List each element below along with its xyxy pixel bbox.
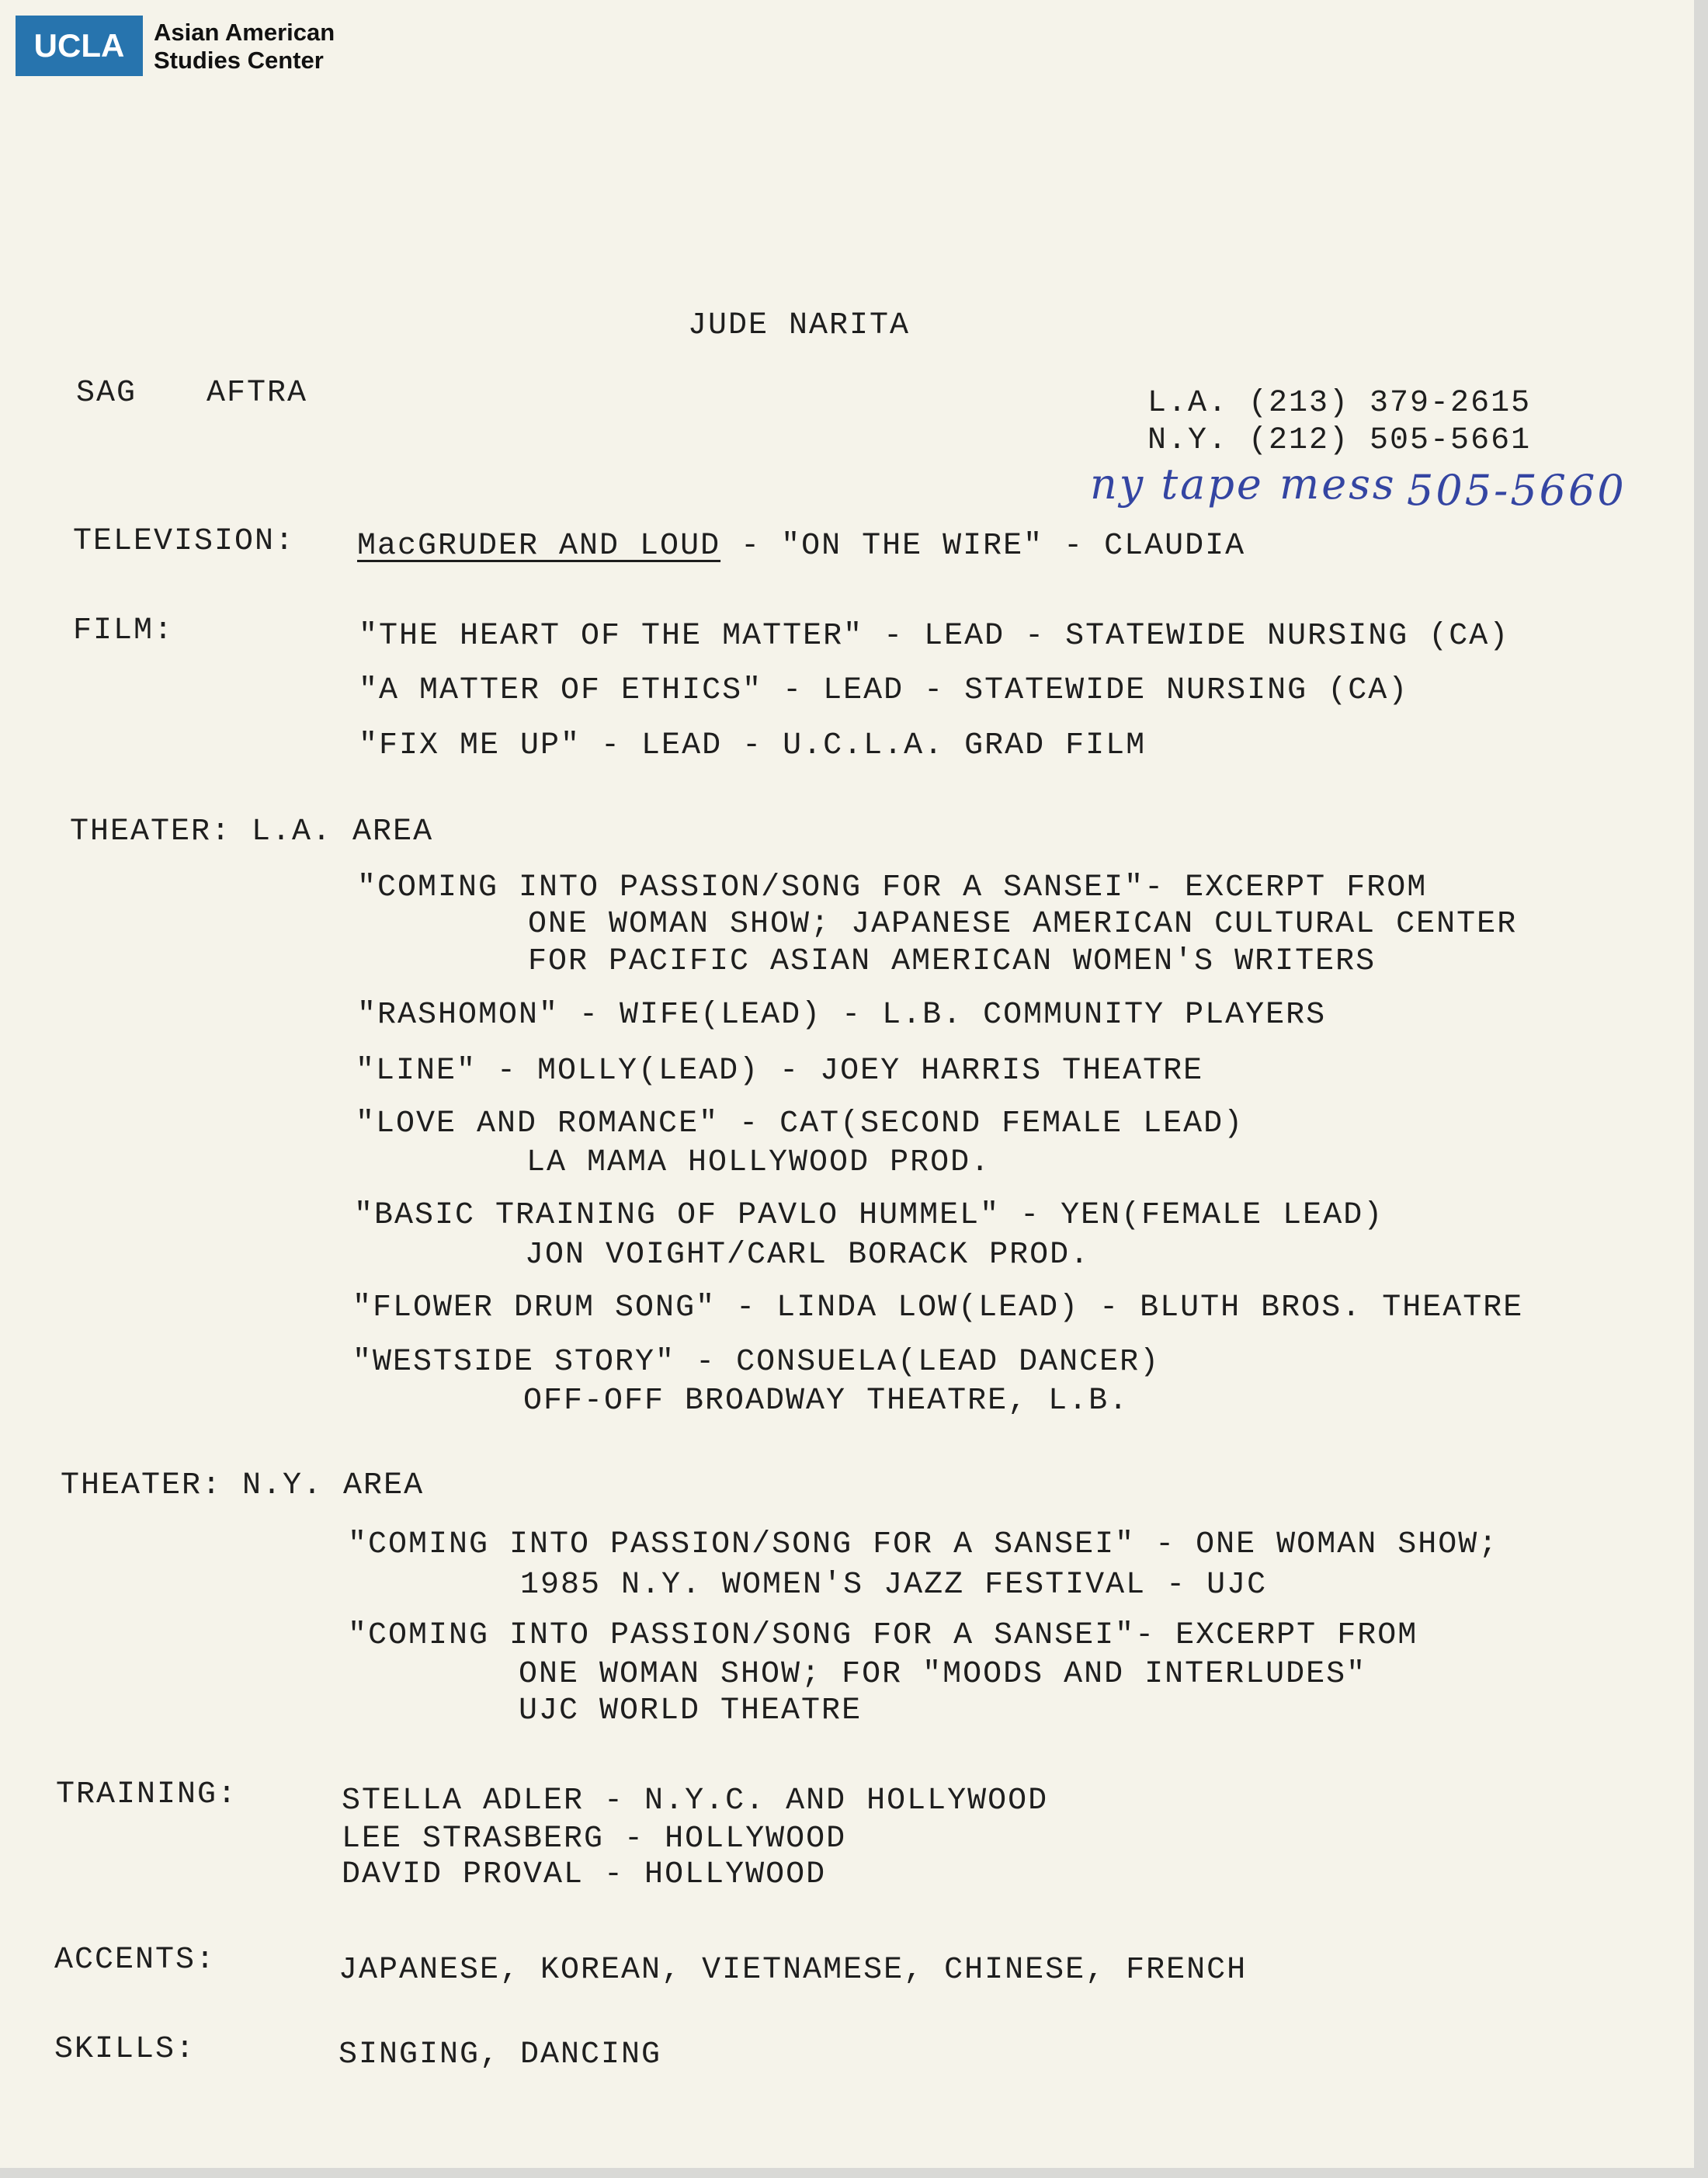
theater-la-line: "BASIC TRAINING OF PAVLO HUMMEL" - YEN(FEMALE LEAD) — [354, 1198, 1384, 1233]
training-line: STELLA ADLER - N.Y.C. AND HOLLYWOOD — [342, 1784, 1049, 1818]
training-label: TRAINING: — [56, 1777, 238, 1812]
page-title: JUDE NARITA — [688, 308, 911, 343]
accents-value: JAPANESE, KOREAN, VIETNAMESE, CHINESE, FRENCH — [338, 1953, 1248, 1988]
union-aftra: AFTRA — [207, 376, 308, 411]
theater-la-line: "LINE" - MOLLY(LEAD) - JOEY HARRIS THEATRE — [356, 1054, 1204, 1089]
theater-ny-line: 1985 N.Y. WOMEN'S JAZZ FESTIVAL - UJC — [520, 1568, 1268, 1603]
theater-la-line: ONE WOMAN SHOW; JAPANESE AMERICAN CULTURAL CENTER — [528, 907, 1518, 942]
theater-ny-line: UJC WORLD THEATRE — [519, 1693, 863, 1728]
phone-la: L.A. (213) 379-2615 — [1147, 386, 1532, 421]
handwritten-number: 505-5660 — [1407, 466, 1626, 515]
theater-la-line: "RASHOMON" - WIFE(LEAD) - L.B. COMMUNITY PLAYERS — [357, 998, 1327, 1033]
ucla-logo: UCLA — [16, 16, 143, 76]
television-details: - "ON THE WIRE" - CLAUDIA — [720, 529, 1246, 564]
film-item: "FIX ME UP" - LEAD - U.C.L.A. GRAD FILM — [359, 728, 1147, 763]
television-show: MacGRUDER AND LOUD — [357, 529, 721, 564]
training-line: DAVID PROVAL - HOLLYWOOD — [342, 1857, 827, 1892]
accents-label: ACCENTS: — [54, 1943, 217, 1978]
logo-line-1: Asian American — [154, 19, 335, 46]
theater-la-label: THEATER: L.A. AREA — [70, 815, 434, 849]
logo-caption — [154, 19, 335, 75]
skills-value: SINGING, DANCING — [338, 2037, 662, 2072]
theater-ny-line: "COMING INTO PASSION/SONG FOR A SANSEI"- EXCERPT FROM — [348, 1618, 1418, 1653]
theater-la-line: FOR PACIFIC ASIAN AMERICAN WOMEN'S WRITERS — [528, 944, 1376, 979]
skills-label: SKILLS: — [54, 2032, 196, 2067]
theater-la-line: "FLOWER DRUM SONG" - LINDA LOW(LEAD) - BLUTH BROS. THEATRE — [352, 1290, 1524, 1325]
theater-la-line: JON VOIGHT/CARL BORACK PROD. — [525, 1238, 1091, 1273]
theater-la-line: "COMING INTO PASSION/SONG FOR A SANSEI"- EXCERPT FROM — [357, 870, 1428, 905]
theater-la-line: "LOVE AND ROMANCE" - CAT(SECOND FEMALE LEAD) — [356, 1106, 1245, 1141]
theater-ny-label: THEATER: N.Y. AREA — [61, 1468, 425, 1503]
film-item: "THE HEART OF THE MATTER" - LEAD - STATEWIDE NURSING (CA) — [359, 619, 1510, 654]
logo-line-2: Studies Center — [154, 47, 324, 74]
training-line: LEE STRASBERG - HOLLYWOOD — [342, 1822, 847, 1857]
union-sag: SAG — [76, 376, 137, 411]
theater-la-line: "WESTSIDE STORY" - CONSUELA(LEAD DANCER) — [352, 1345, 1161, 1380]
television-entry — [357, 531, 1245, 562]
handwritten-note: ny tape mess — [1090, 460, 1397, 509]
theater-la-line: OFF-OFF BROADWAY THEATRE, L.B. — [523, 1384, 1130, 1419]
television-label: TELEVISION: — [73, 524, 296, 559]
phone-ny: N.Y. (212) 505-5661 — [1147, 423, 1532, 458]
theater-ny-line: ONE WOMAN SHOW; FOR "MOODS AND INTERLUDES" — [519, 1657, 1367, 1692]
film-item: "A MATTER OF ETHICS" - LEAD - STATEWIDE NURSING (CA) — [359, 673, 1409, 708]
theater-ny-line: "COMING INTO PASSION/SONG FOR A SANSEI" - ONE WOMAN SHOW; — [348, 1527, 1499, 1562]
theater-la-line: LA MAMA HOLLYWOOD PROD. — [526, 1145, 991, 1180]
film-label: FILM: — [73, 613, 175, 648]
